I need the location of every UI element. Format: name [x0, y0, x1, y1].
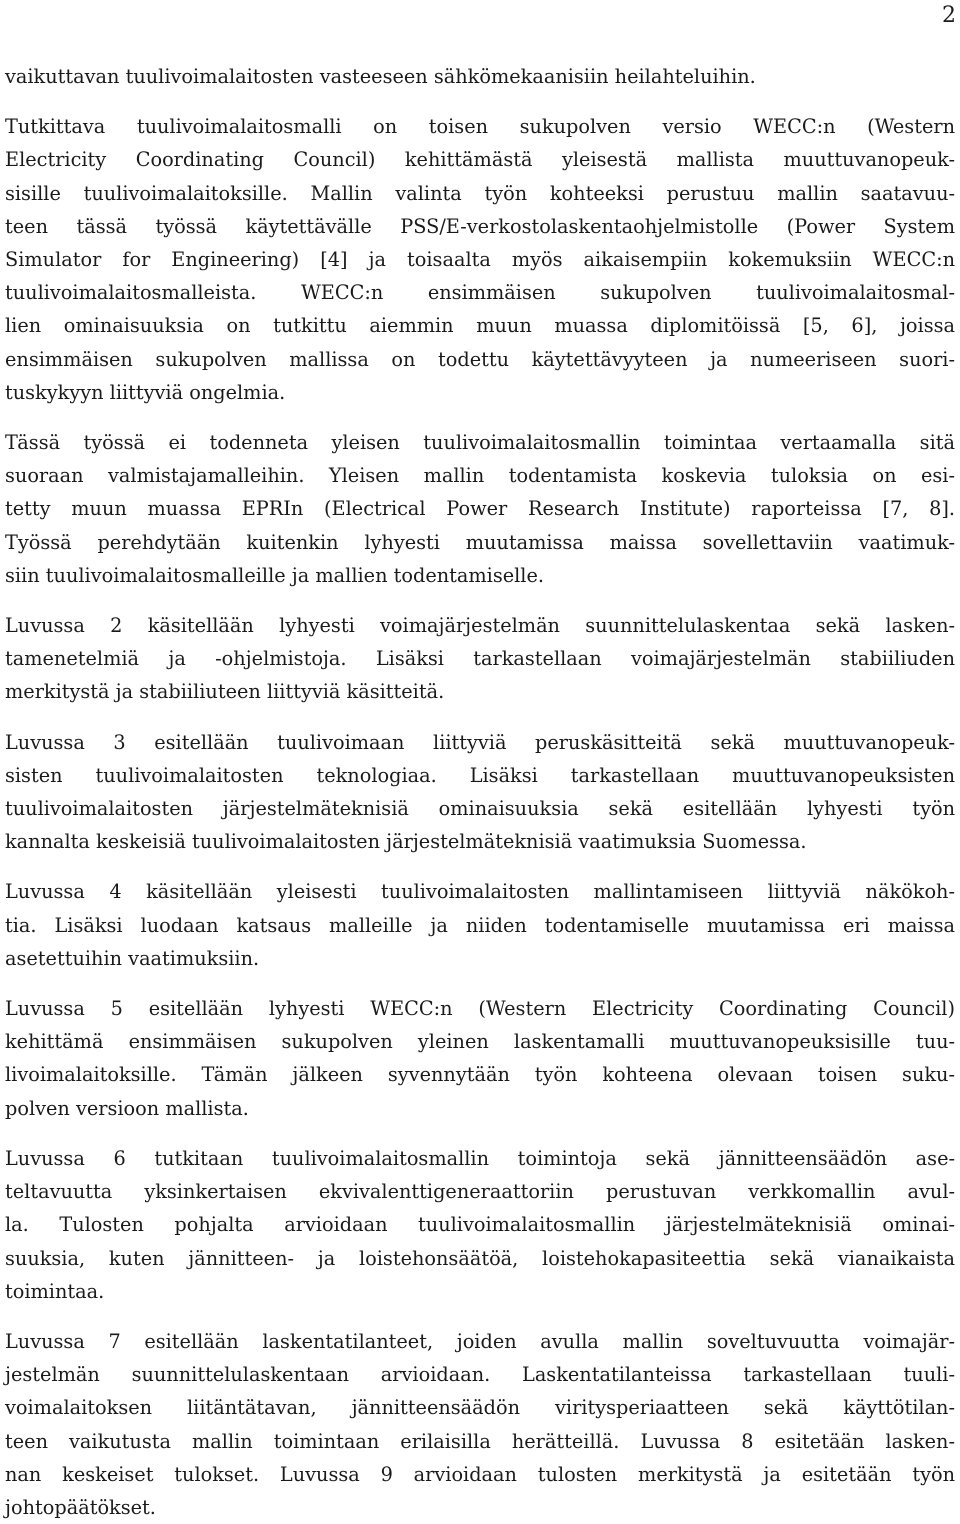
text-line: Tässä työssä ei todenneta yleisen tuulivoimalaitosmallin toimintaa vertaamalla sitä — [5, 431, 955, 455]
text-line: kannalta keskeisiä tuulivoimalaitosten järjestelmäteknisiä vaatimuksia Suomessa. — [5, 830, 807, 854]
text-line: siin tuulivoimalaitosmalleille ja mallien todentamiselle. — [5, 563, 545, 587]
text-line: merkitystä ja stabiiliuteen liittyviä käsitteitä. — [5, 680, 445, 704]
paragraph — [5, 1325, 955, 1524]
text-line: teen tässä työssä käytettävälle PSS/E-verkostolaskentaohjelmistolle (Power System — [5, 214, 955, 238]
text-line: Luvussa 3 esitellään tuulivoimaan liittyviä peruskäsitteitä sekä muuttuvanopeuk- — [5, 730, 955, 754]
text-line: vaikuttavan tuulivoimalaitosten vasteeseen sähkömekaanisiin heilahteluihin. — [5, 65, 756, 88]
text-line: teltavuutta yksinkertaisen ekvivalenttigeneraattoriin perustuvan verkkomallin avul- — [5, 1180, 955, 1204]
text-line: tuskykyyn liittyviä ongelmia. — [5, 380, 286, 404]
text-line: tetty muun muassa EPRIn (Electrical Power Research Institute) raporteissa [7, 8]. — [5, 497, 955, 521]
text-line: tuulivoimalaitosmalleista. WECC:n ensimmäisen sukupolven tuulivoimalaitosmal- — [5, 281, 955, 305]
text-line: livoimalaitoksille. Tämän jälkeen syvennytään työn kohteena olevaan toisen suku- — [5, 1063, 955, 1087]
text-line: voimalaitoksen liitäntätavan, jännitteensäädön viritysperiaatteen sekä käyttötilan- — [5, 1396, 955, 1420]
text-line: sisten tuulivoimalaitosten teknologiaa. Lisäksi tarkastellaan muuttuvanopeuksisten — [5, 763, 955, 787]
text-line: jestelmän suunnittelulaskentaan arvioidaan. Laskentatilanteissa tarkastellaan tuuli- — [5, 1363, 955, 1387]
text-line: Luvussa 5 esitellään lyhyesti WECC:n (Western Electricity Coordinating Council) — [5, 997, 955, 1021]
text-line: sisille tuulivoimalaitoksille. Mallin valinta työn kohteeksi perustuu mallin saatavuu- — [5, 181, 955, 205]
text-line: Tutkittava tuulivoimalaitosmalli on toisen sukupolven versio WECC:n (Western — [5, 115, 955, 139]
text-line: tamenetelmiä ja -ohjelmistoja. Lisäksi tarkastellaan voimajärjestelmän stabiiliuden — [5, 647, 955, 671]
text-line: Luvussa 7 esitellään laskentatilanteet, joiden avulla mallin soveltuvuutta voimajär- — [5, 1329, 955, 1353]
text-line: suuksia, kuten jännitteen- ja loistehonsäätöä, loistehokapasiteettia sekä vianaikaista — [5, 1246, 955, 1270]
text-line: Luvussa 4 käsitellään yleisesti tuulivoimalaitosten mallintamiseen liittyviä näkökoh- — [5, 880, 955, 904]
paragraph — [5, 426, 955, 592]
paragraph — [5, 60, 955, 93]
text-line: ensimmäisen sukupolven mallissa on todettu käytettävyyteen ja numeeriseen suori- — [5, 347, 955, 371]
text-line: polven versioon mallista. — [5, 1096, 249, 1120]
paragraph — [5, 992, 955, 1125]
document-body — [5, 60, 955, 1524]
text-line: toimintaa. — [5, 1279, 105, 1303]
paragraph — [5, 875, 955, 975]
text-line: Electricity Coordinating Council) kehittämästä yleisestä mallista muuttuvanopeuk- — [5, 148, 955, 172]
text-line: suoraan valmistajamalleihin. Yleisen mallin todentamista koskevia tuloksia on esi- — [5, 464, 955, 488]
text-line: Työssä perehdytään kuitenkin lyhyesti muutamissa maissa sovellettaviin vaatimuk- — [5, 530, 955, 554]
paragraph — [5, 726, 955, 859]
text-line: tuulivoimalaitosten järjestelmäteknisiä ominaisuuksia sekä esitellään lyhyesti työn — [5, 797, 955, 821]
text-line: teen vaikutusta mallin toimintaan erilaisilla herätteillä. Luvussa 8 esitetään lasken- — [5, 1429, 955, 1453]
paragraph — [5, 1142, 955, 1308]
text-line: nan keskeiset tulokset. Luvussa 9 arvioidaan tulosten merkitystä ja esitetään työn — [5, 1462, 955, 1486]
text-line: johtopäätökset. — [5, 1495, 156, 1519]
text-line: kehittämä ensimmäisen sukupolven yleinen laskentamalli muuttuvanopeuksisille tuu- — [5, 1030, 955, 1054]
text-line: Luvussa 6 tutkitaan tuulivoimalaitosmallin toimintoja sekä jännitteensäädön ase- — [5, 1146, 955, 1170]
text-line: tia. Lisäksi luodaan katsaus malleille ja niiden todentamiselle muutamissa eri maissa — [5, 913, 955, 937]
text-line: Simulator for Engineering) [4] ja toisaalta myös aikaisempiin kokemuksiin WECC:n — [5, 248, 955, 272]
text-line: lien ominaisuuksia on tutkittu aiemmin muun muassa diplomitöissä [5, 6], joissa — [5, 314, 955, 338]
text-line: Luvussa 2 käsitellään lyhyesti voimajärjestelmän suunnittelulaskentaa sekä lasken- — [5, 614, 955, 638]
text-line: la. Tulosten pohjalta arvioidaan tuulivoimalaitosmallin järjestelmäteknisiä ominai- — [5, 1213, 955, 1237]
text-line: asetettuihin vaatimuksiin. — [5, 946, 260, 970]
paragraph — [5, 609, 955, 709]
paragraph — [5, 110, 955, 409]
page-number: 2 — [942, 3, 956, 28]
